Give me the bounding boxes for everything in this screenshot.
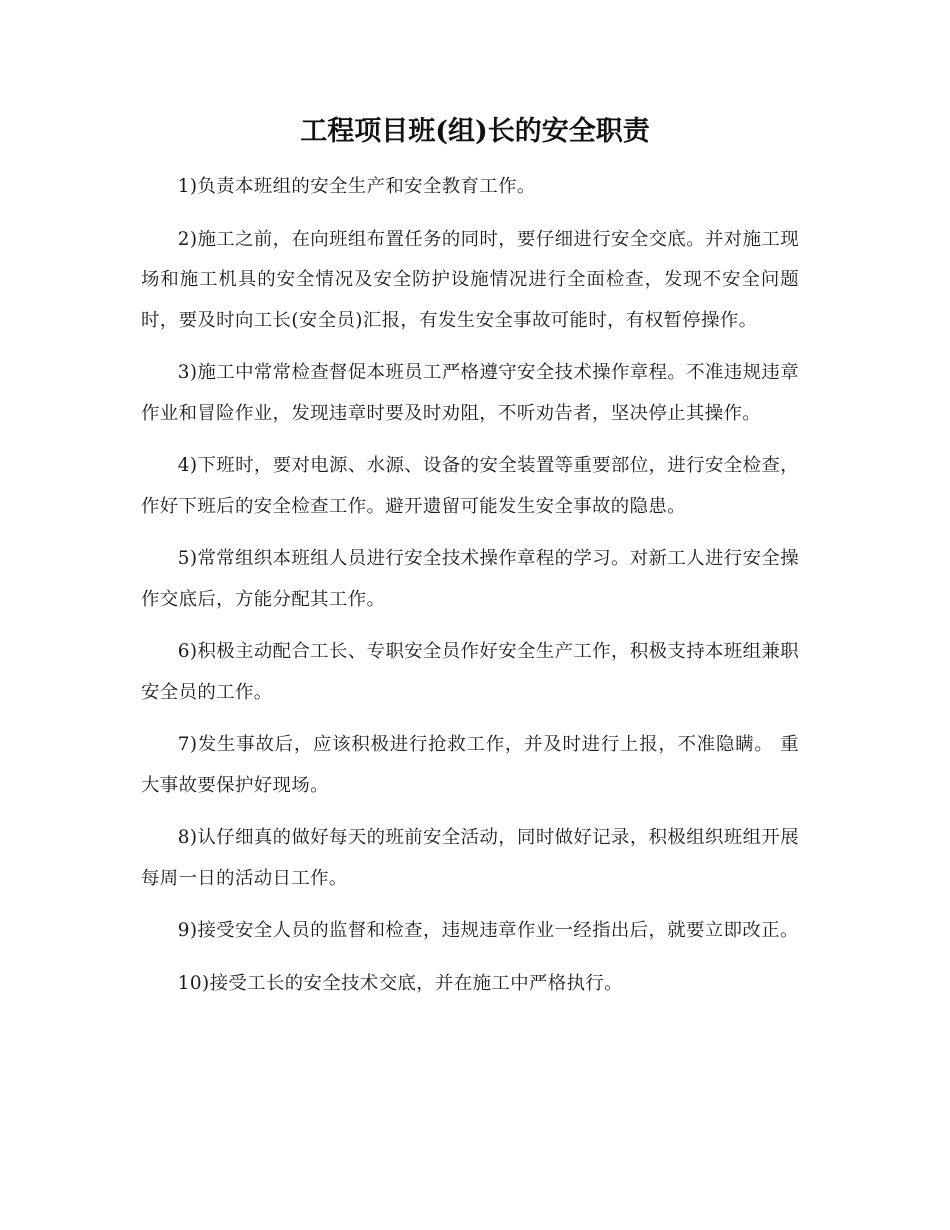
paragraph-8: 8)认仔细真的做好每天的班前安全活动，同时做好记录，积极组织班组开展每周一日的活动日工作。 — [141, 827, 799, 889]
document-body — [141, 167, 799, 1004]
paragraph-6: 6)积极主动配合工长、专职安全员作好安全生产工作，积极支持本班组兼职安全员的工作。 — [141, 641, 799, 703]
paragraph-1: 1)负责本班组的安全生产和安全教育工作。 — [177, 176, 536, 197]
paragraph-9: 9)接受安全人员的监督和检查，违规违章作业一经指出后，就要立即改正。 — [177, 920, 799, 941]
paragraph-5: 5)常常组织本班组人员进行安全技术操作章程的学习。对新工人进行安全操作交底后，方能分配其工作。 — [141, 548, 799, 610]
paragraph-7: 7)发生事故后，应该积极进行抢救工作，并及时进行上报，不准隐瞒。 重大事故要保护好现场。 — [141, 734, 799, 796]
paragraph-4: 4)下班时，要对电源、水源、设备的安全装置等重要部位，进行安全检查，作好下班后的安全检查工作。避开遗留可能发生安全事故的隐患。 — [141, 455, 799, 517]
paragraph-3: 3)施工中常常检查督促本班员工严格遵守安全技术操作章程。不准违规违章作业和冒险作业，发现违章时要及时劝阻，不听劝告者，坚决停止其操作。 — [141, 362, 799, 424]
paragraph-10: 10)接受工长的安全技术交底，并在施工中严格执行。 — [177, 972, 623, 994]
document-title: 工程项目班(组)长的安全职责 — [300, 116, 650, 147]
paragraph-2: 2)施工之前，在向班组布置任务的同时，要仔细进行安全交底。并对施工现场和施工机具的安全情况及安全防护设施情况进行全面检查，发现不安全问题时，要及时向工长(安全员)汇报，有发生安全事故可能时，有权暂停操作。 — [141, 228, 799, 331]
